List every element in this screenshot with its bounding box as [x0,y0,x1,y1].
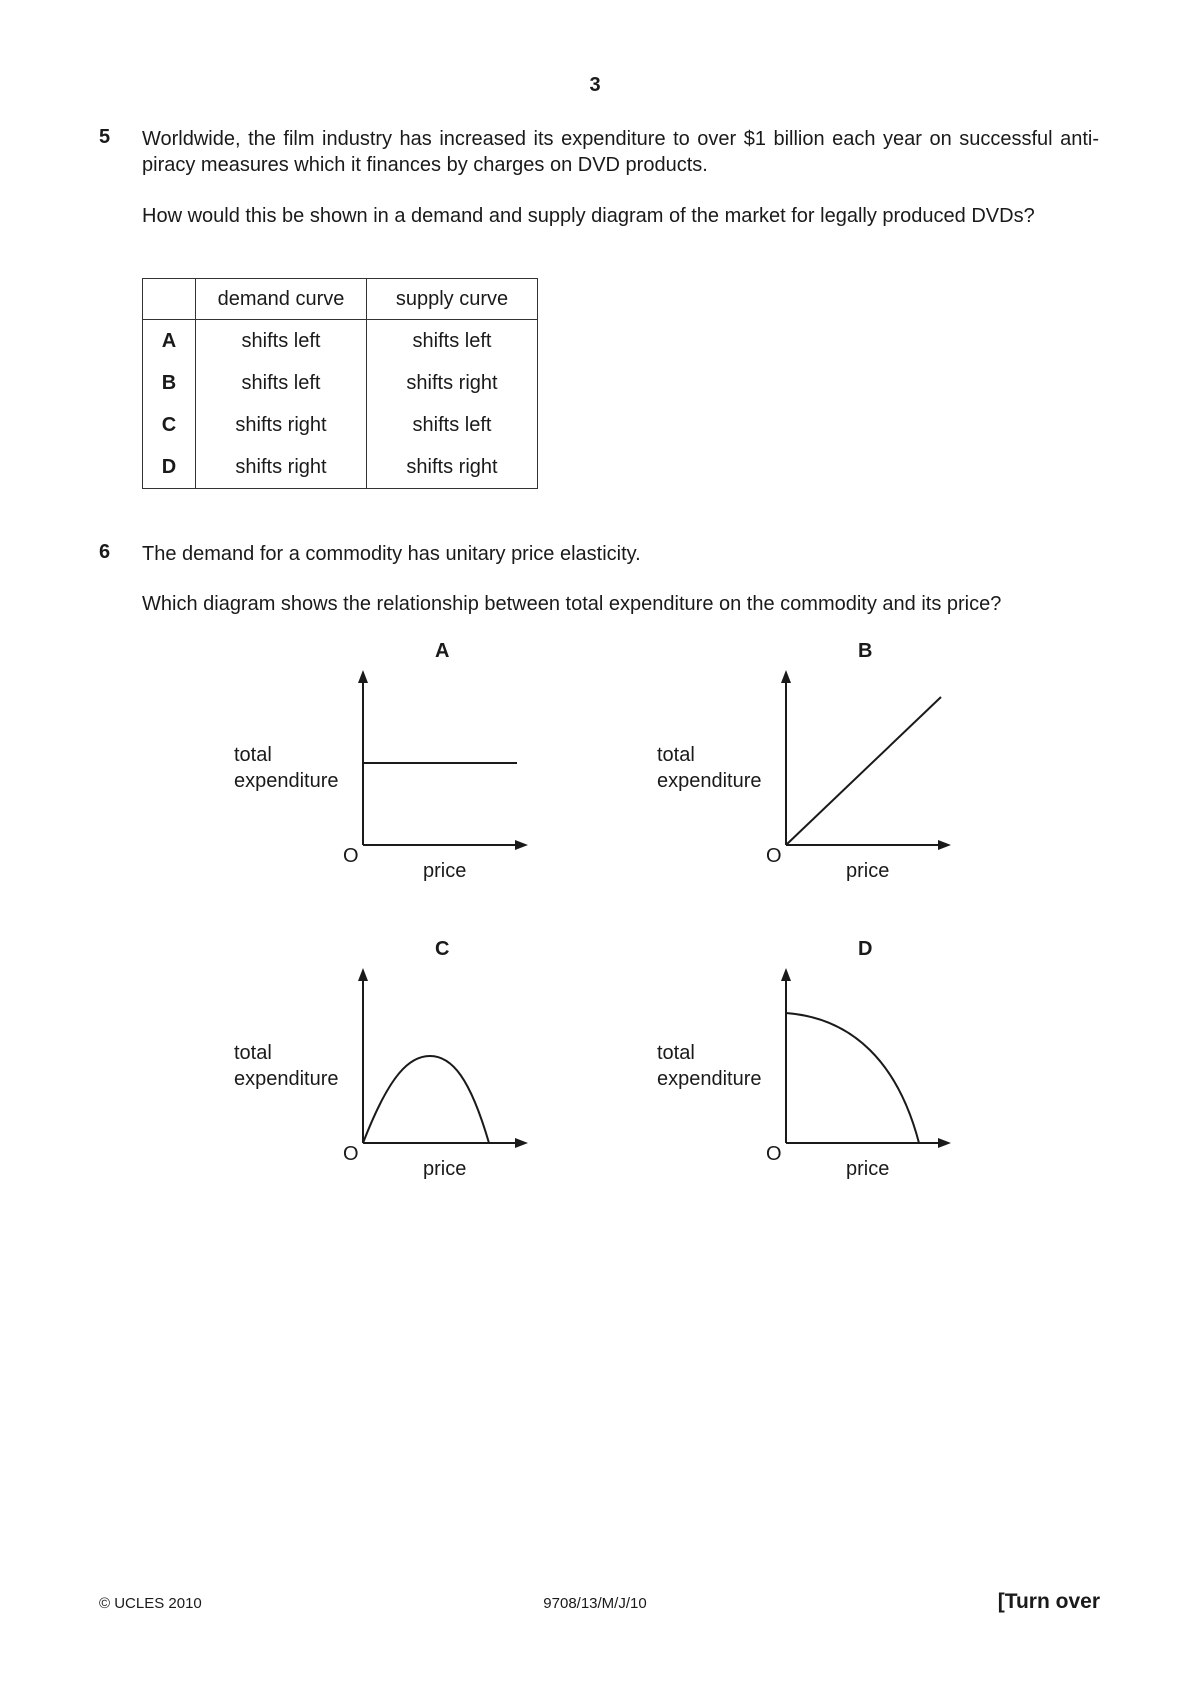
table-row [143,362,538,404]
footer-code: 9708/13/M/J/10 [543,1595,647,1612]
table-row [143,404,538,446]
supply-cell: shifts right [367,362,538,404]
diagram-label: D [858,938,873,960]
x-axis-arrow [515,1138,528,1148]
supply-cell: shifts right [367,446,538,489]
expenditure-curve [363,1056,489,1143]
question-5-number: 5 [99,126,111,148]
table-header-demand: demand curve [196,279,367,320]
diagram-label: B [858,640,873,662]
supply-cell: shifts left [367,404,538,446]
x-axis-arrow [938,1138,951,1148]
y-axis-arrow [781,968,791,981]
demand-cell: shifts right [196,404,367,446]
demand-cell: shifts left [196,320,367,363]
y-axis-label-line2: expenditure [234,770,339,792]
option-key: C [143,404,196,446]
origin-label: O [766,1143,782,1165]
y-axis-label-line1: total [234,744,272,766]
y-axis-label-line1: total [657,744,695,766]
diagram-d [653,938,953,1208]
y-axis-label-line2: expenditure [234,1068,339,1090]
origin-label: O [343,845,359,867]
page-number: 3 [589,74,601,96]
diagram-label: A [435,640,450,662]
diagram-c [230,938,530,1208]
table-row [143,320,538,363]
y-axis-arrow [358,670,368,683]
diagram-label: C [435,938,450,960]
demand-cell: shifts left [196,362,367,404]
turn-over-label: [Turn over [997,1590,1100,1613]
expenditure-curve [786,1013,919,1143]
x-axis-arrow [515,840,528,850]
question-6-prompt: Which diagram shows the relationship between total expenditure on the commodity and its price? [142,593,1002,615]
diagram-b [653,640,953,910]
origin-label: O [343,1143,359,1165]
q5-options-table [142,278,538,489]
x-axis-label: price [846,1158,890,1180]
table-header-blank [143,279,196,320]
option-key: D [143,446,196,489]
option-key: B [143,362,196,404]
table-header-row [143,279,538,320]
x-axis-arrow [938,840,951,850]
y-axis-label-line1: total [234,1042,272,1064]
x-axis-label: price [846,860,890,882]
table-row [143,446,538,489]
question-5-prompt: How would this be shown in a demand and supply diagram of the market for legally produced DVDs? [142,205,1035,227]
diagram-a [230,640,530,910]
x-axis-label: price [423,1158,467,1180]
footer-copyright: © UCLES 2010 [99,1595,202,1612]
y-axis-label-line1: total [657,1042,695,1064]
expenditure-curve [786,697,941,845]
origin-label: O [766,845,782,867]
question-6-number: 6 [99,541,111,563]
x-axis-label: price [423,860,467,882]
question-5-text: Worldwide, the film industry has increased its expenditure to over $1 billion each year on successful anti-piracy measures which it finances by charges on DVD products. [142,128,1099,176]
y-axis-arrow [358,968,368,981]
demand-cell: shifts right [196,446,367,489]
supply-cell: shifts left [367,320,538,363]
y-axis-arrow [781,670,791,683]
y-axis-label-line2: expenditure [657,1068,762,1090]
option-key: A [143,320,196,363]
question-6-text: The demand for a commodity has unitary price elasticity. [142,543,641,565]
y-axis-label-line2: expenditure [657,770,762,792]
table-header-supply: supply curve [367,279,538,320]
